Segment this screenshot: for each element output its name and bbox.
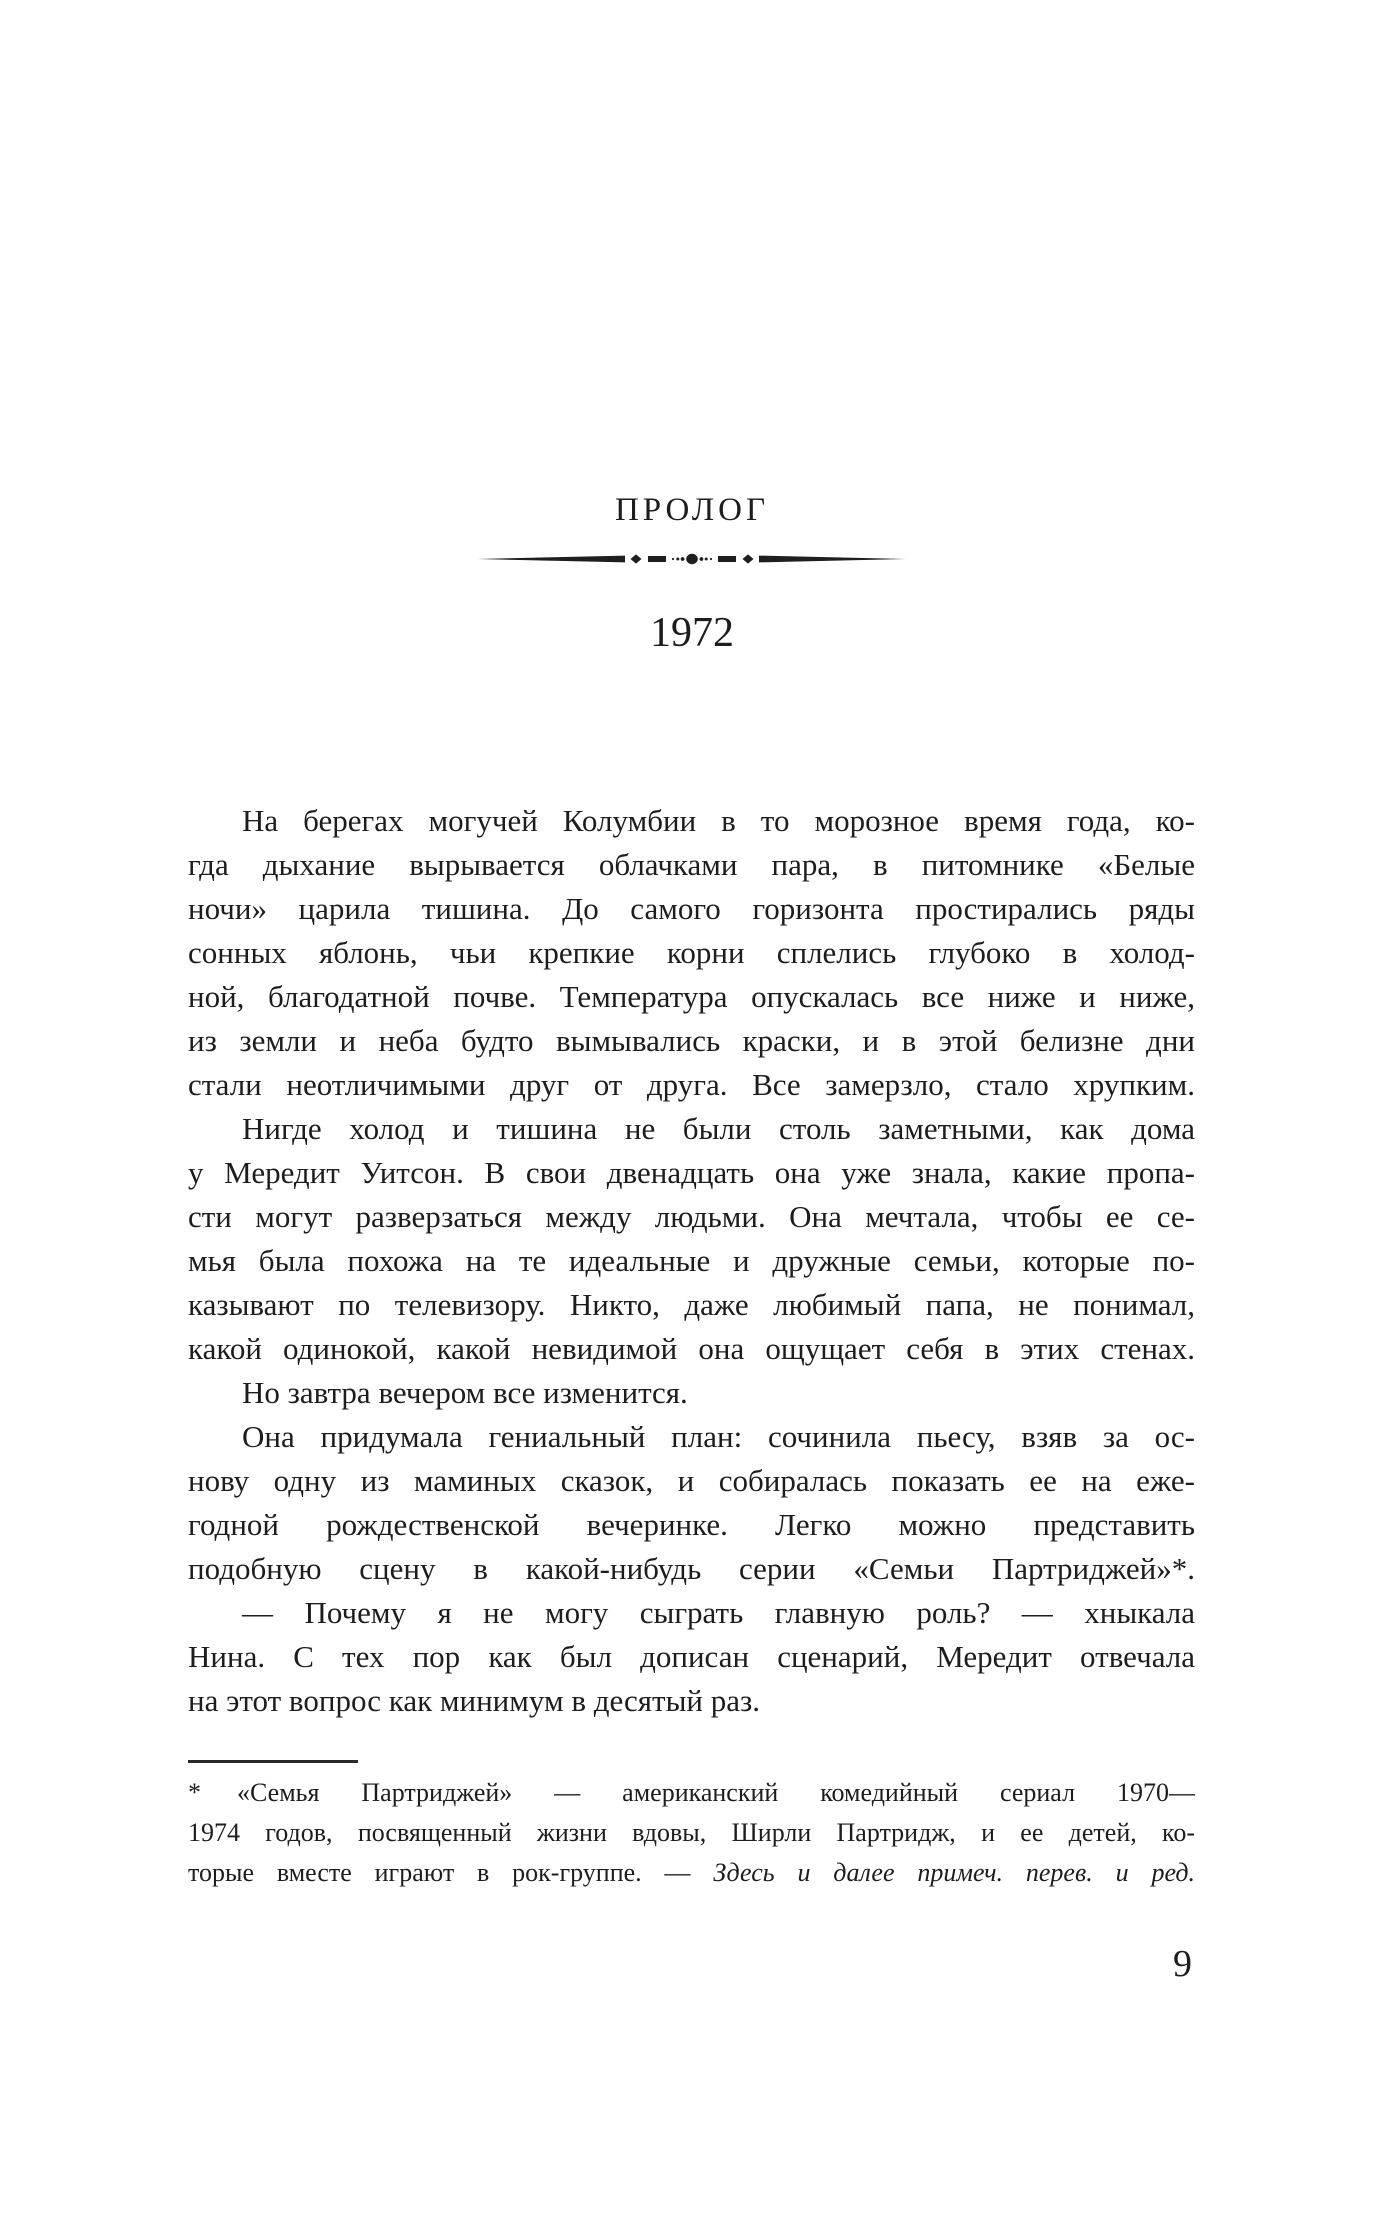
page-number: 9 xyxy=(1173,1943,1192,1985)
text-line: стали неотличимыми друг от друга. Все замерзло, стало хрупким. xyxy=(188,1067,1195,1102)
footnote-regular-text: * xyxy=(188,1778,201,1807)
text-line: подобную сцену в какой-нибудь серии «Семьи Партриджей»*. xyxy=(188,1551,1195,1586)
text-line: На берегах могучей Колумбии в то морозное время года, ко- xyxy=(242,803,1195,838)
text-line: сонных яблонь, чьи крепкие корни сплелись глубоко в холод- xyxy=(188,935,1195,970)
chapter-title: ПРОЛОГ xyxy=(614,492,770,528)
text-line: сти могут разверзаться между людьми. Она мечтала, чтобы ее се- xyxy=(188,1199,1195,1234)
text-line: гда дыхание вырывается облачками пара, в питомнике «Белые xyxy=(188,847,1195,882)
text-line: годной рождественской вечеринке. Легко можно представить xyxy=(188,1507,1195,1542)
footnote-regular-text: 1974 годов, посвященный жизни вдовы, Ширли Партридж, и ее детей, ко- xyxy=(188,1818,1195,1847)
text-line: нову одну из маминых сказок, и собиралась показать ее на еже- xyxy=(188,1463,1195,1498)
text-line: у Мередит Уитсон. В свои двенадцать она уже знала, какие пропа- xyxy=(188,1155,1195,1190)
footnote-line xyxy=(188,1813,1195,1853)
footnote-regular-text: торые вместе играют в рок-группе. — xyxy=(188,1858,714,1887)
text-line: Но завтра вечером все изменится. xyxy=(242,1375,688,1410)
body-text xyxy=(188,799,1195,1723)
footnote-rule xyxy=(188,1760,358,1763)
footnote-spacer xyxy=(201,1800,237,1801)
footnote-italic-text: Здесь и далее примеч. перев. и ред. xyxy=(713,1858,1195,1887)
text-line: ной, благодатной почве. Температура опускалась все ниже и ниже, xyxy=(188,979,1195,1014)
footnote-text xyxy=(188,1773,1195,1893)
text-line: из земли и неба будто вымывались краски, и в этой белизне дни xyxy=(188,1023,1195,1058)
text-line: Нина. С тех пор как был дописан сценарий, Мередит отвечала xyxy=(188,1639,1195,1674)
footnote-line xyxy=(188,1773,1195,1813)
text-line: мья была похожа на те идеальные и дружные семьи, которые по- xyxy=(188,1243,1195,1278)
chapter-year: 1972 xyxy=(650,610,734,656)
divider-ornament-icon xyxy=(478,551,906,567)
text-line: ночи» царила тишина. До самого горизонта простирались ряды xyxy=(188,891,1195,926)
text-line: — Почему я не могу сыграть главную роль? — хныкала xyxy=(242,1595,1195,1630)
footnote-line xyxy=(188,1853,1195,1893)
text-line: Она придумала гениальный план: сочинила пьесу, взяв за ос- xyxy=(242,1419,1195,1454)
text-line: на этот вопрос как минимум в десятый раз. xyxy=(188,1683,761,1718)
text-line: какой одинокой, какой невидимой она ощущает себя в этих стенах. xyxy=(188,1331,1195,1366)
text-line: казывают по телевизору. Никто, даже любимый папа, не понимал, xyxy=(188,1287,1195,1322)
ornamental-divider xyxy=(478,551,906,567)
footnote-regular-text: «Семья Партриджей» — американский комедийный сериал 1970— xyxy=(237,1778,1195,1807)
text-line: Нигде холод и тишина не были столь заметными, как дома xyxy=(242,1111,1195,1146)
